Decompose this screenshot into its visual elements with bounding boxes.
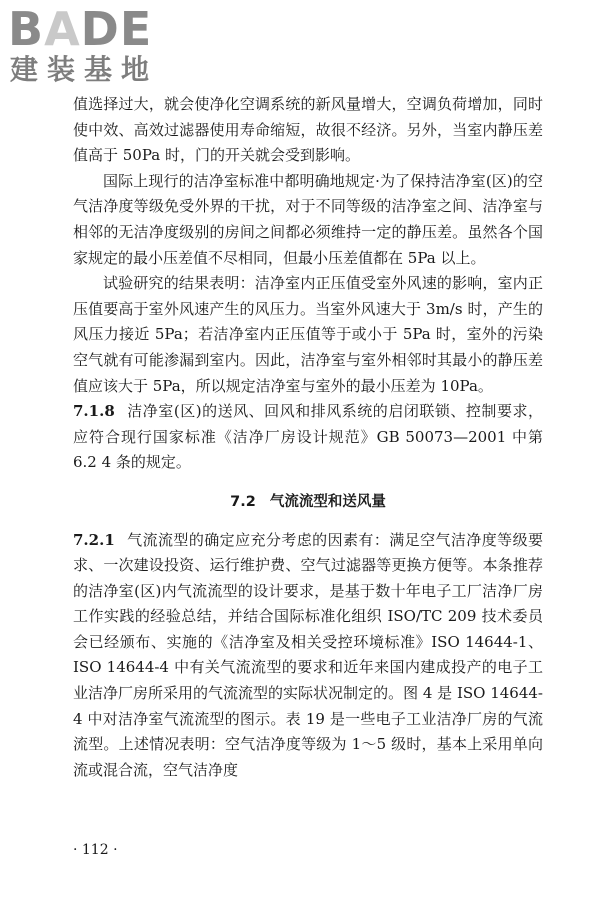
clause-number: 7.1.8: [73, 402, 115, 421]
page-body: [73, 92, 543, 783]
section-number: 7.2: [230, 493, 256, 510]
paragraph-continuation: 值选择过大，就会使净化空调系统的新风量增大，空调负荷增加，同时使中效、高效过滤器使用寿命缩短，故很不经济。另外，当室内静压差值高于 50Pa 时，门的开关就会受到影响。: [73, 95, 543, 165]
clause-number: 7.2.1: [73, 530, 115, 549]
logo-letters-de: DE: [80, 2, 153, 56]
clause-text: 气流流型的确定应充分考虑的因素有：满足空气洁净度等级要求、一次建设投资、运行维护费、空气过滤器等更换方便等。本条推荐的洁净室(区)内气流流型的设计要求，是基于数十年电子工厂洁净厂房工作实践的经验总结，并结合国际标准化组织 ISO/TC 209 技术委员会已经颁布、实施的《洁净室及相关受控环境标准》ISO 14644-1、ISO 14644-4 中有关气流流型的要求和近年来国内建成投产的电子工业洁净厂房所采用的气流流型的实际状况制定的。图 4 是 ISO 14644-4 中对洁净室气流流型的图示。表 19 是一些电子工业洁净厂房的气流流型。上述情况表明：空气洁净度等级为 1～5 级时，基本上采用单向流或混合流，空气洁净度: [73, 530, 543, 779]
logo-letter-a: A: [44, 2, 81, 56]
clause-text: 洁净室(区)的送风、回风和排风系统的启闭联锁、控制要求，应符合现行国家标准《洁净厂房设计规范》GB 50073—2001 中第 6.2 4 条的规定。: [73, 402, 543, 472]
paragraph-test-results: 试验研究的结果表明：洁净室内正压值受室外风速的影响，室内正压值要高于室外风速产生的风压力。当室外风速大于 3m/s 时，产生的风压力接近 5Pa；若洁净室内正压值等于或小于 5Pa 时，室外的污染空气就有可能渗漏到室内。因此，洁净室与室外相邻时其最小的静压差值应该大于 5Pa，所以规定洁净室与室外的最小压差为 10Pa。: [73, 274, 543, 395]
section-heading: [73, 490, 543, 516]
page-number: · 112 ·: [73, 842, 118, 858]
section-title: 气流流型和送风量: [269, 493, 386, 510]
clause-7-2-1: [73, 528, 543, 784]
logo-wordmark: [8, 4, 152, 54]
bade-logo: [8, 4, 178, 88]
paragraph-international-standards: 国际上现行的洁净室标准中都明确地规定·为了保持洁净室(区)的空气洁净度等级免受外界的干扰，对于不同等级的洁净室之间、洁净室与相邻的无洁净度级别的房间之间都必须维持一定的静压差。虽然各个国家规定的最小压差值不尽相同，但最小压差值都在 5Pa 以上。: [73, 171, 543, 267]
logo-letter-b: B: [8, 2, 45, 56]
logo-chinese-name: 建装基地: [10, 53, 159, 86]
clause-7-1-8: [73, 399, 543, 476]
